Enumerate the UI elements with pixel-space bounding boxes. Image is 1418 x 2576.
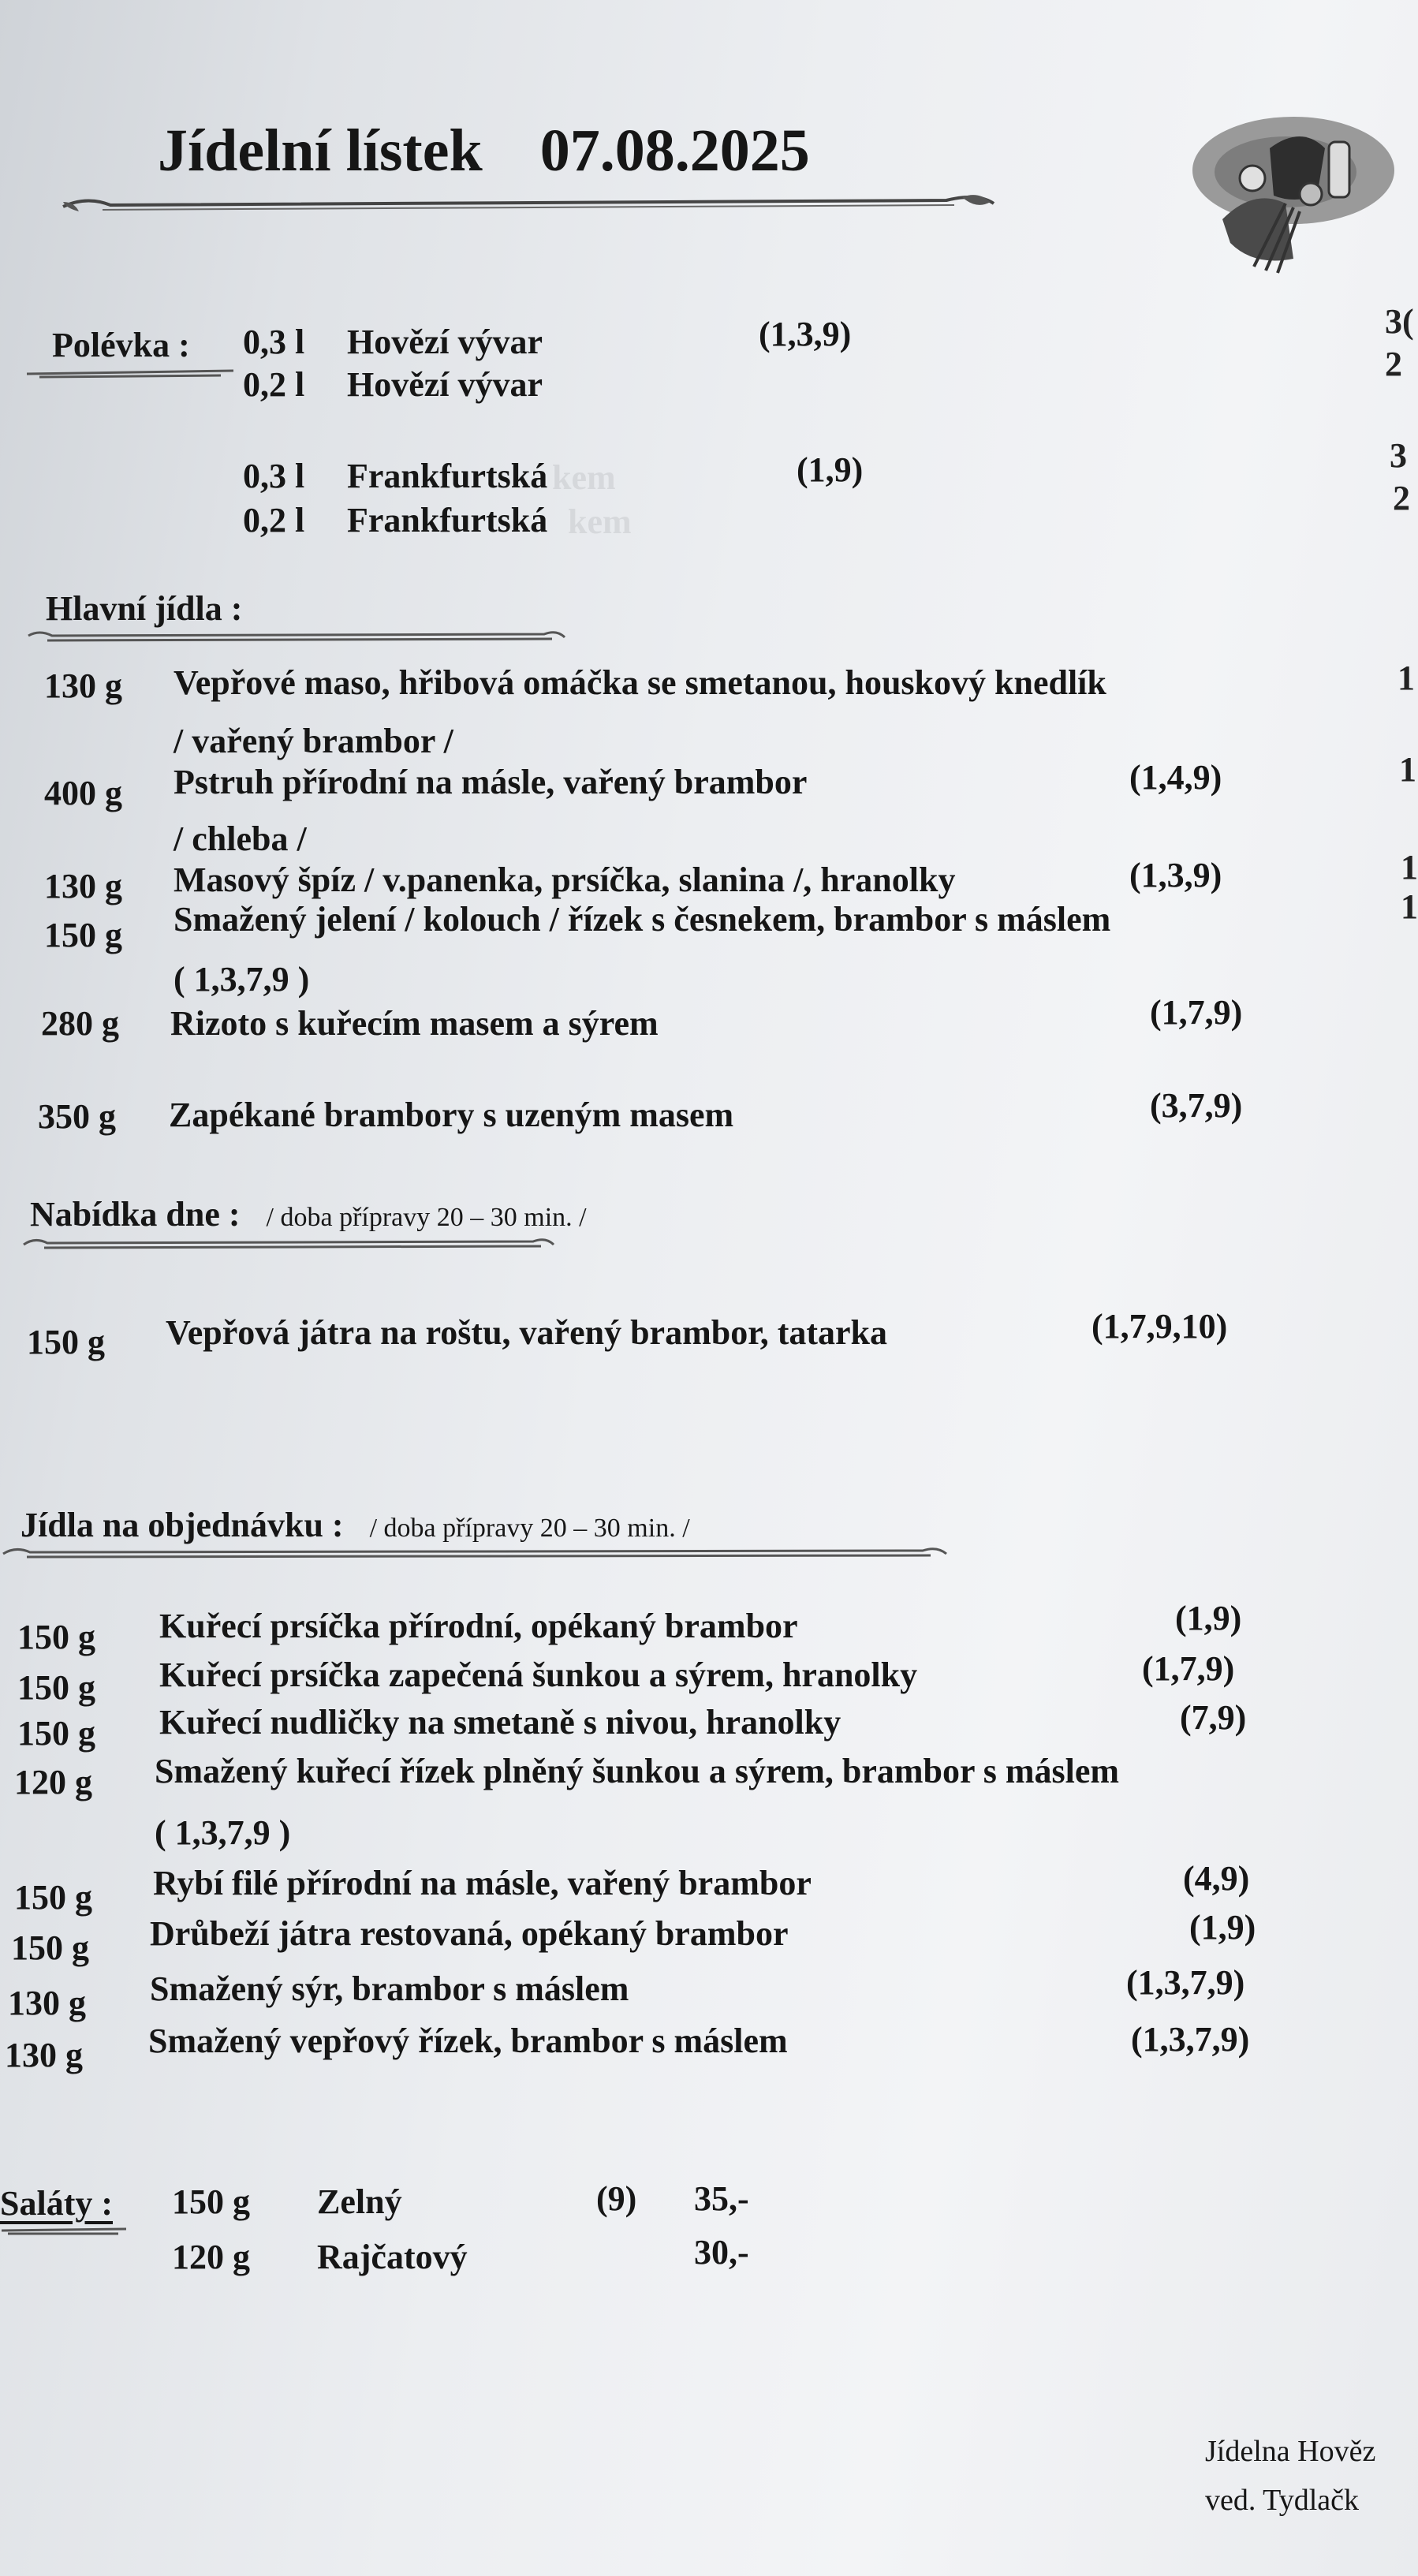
salad-weight: 120 g	[172, 2238, 250, 2276]
main-weight: 150 g	[44, 916, 122, 954]
daily-weight: 150 g	[27, 1323, 105, 1361]
footer-line2: ved. Tydlačk	[1205, 2484, 1360, 2517]
soup-name: Hovězí vývar	[347, 323, 543, 361]
order-label-text: Jídla na objednávku :	[21, 1506, 344, 1544]
order-label	[21, 1505, 690, 1545]
soup-price: 3	[1390, 436, 1407, 475]
daily-note: / doba přípravy 20 – 30 min. /	[266, 1203, 587, 1232]
main-allergens: (1,3,9)	[1129, 856, 1222, 894]
order-allergens: (1,3,7,9)	[1131, 2020, 1250, 2059]
main-name: Pstruh přírodní na másle, vařený brambor	[174, 763, 808, 801]
title-date: 07.08.2025	[539, 118, 810, 184]
order-allergens: (7,9)	[1180, 1698, 1247, 1737]
page-title	[158, 117, 810, 185]
order-allergens: (1,3,7,9)	[1126, 1963, 1245, 2002]
order-weight: 150 g	[14, 1878, 92, 1917]
main-weight: 400 g	[44, 774, 122, 812]
salad-name: Rajčatový	[317, 2238, 468, 2276]
salad-price: 35,-	[694, 2179, 749, 2218]
soup-name: Frankfurtská	[347, 457, 548, 495]
bleed-through-text: kem	[552, 458, 616, 497]
main-name: Vepřové maso, hřibová omáčka se smetanou, houskový knedlík	[174, 663, 1106, 702]
soup-qty: 0,3 l	[243, 457, 305, 495]
footer-line1: Jídelna Hověz	[1205, 2435, 1376, 2468]
food-basket-illustration-icon	[1167, 101, 1396, 282]
order-weight: 120 g	[14, 1763, 92, 1801]
order-name: Kuřecí prsíčka zapečená šunkou a sýrem, hranolky	[159, 1656, 918, 1694]
main-price: 1	[1397, 659, 1415, 697]
soup-name: Frankfurtská	[347, 501, 548, 539]
soups-divider-icon	[24, 364, 237, 382]
daily-allergens: (1,7,9,10)	[1091, 1307, 1228, 1346]
main-weight: 280 g	[41, 1004, 119, 1043]
title-label: Jídelní lístek	[158, 118, 483, 184]
order-weight: 150 g	[17, 1618, 95, 1656]
order-name-line2: ( 1,3,7,9 )	[155, 1813, 291, 1852]
salad-weight: 150 g	[172, 2182, 250, 2221]
soup-qty: 0,2 l	[243, 365, 305, 404]
order-name: Drůbeží játra restovaná, opékaný brambor	[150, 1914, 789, 1953]
main-name-line2: ( 1,3,7,9 )	[174, 960, 310, 999]
daily-label-text: Nabídka dne :	[30, 1195, 241, 1234]
soup-price: 2	[1385, 345, 1402, 383]
main-allergens: (3,7,9)	[1150, 1086, 1243, 1125]
salads-label: Saláty :	[0, 2184, 113, 2223]
order-allergens: (1,9)	[1189, 1908, 1256, 1947]
soup-row	[243, 322, 543, 362]
order-divider-icon	[0, 1544, 950, 1562]
daily-divider-icon	[21, 1235, 557, 1253]
main-name-line2: / vařený brambor /	[174, 722, 453, 760]
order-weight: 150 g	[11, 1928, 89, 1967]
order-name: Smažený vepřový řízek, brambor s máslem	[148, 2022, 788, 2060]
order-name: Rybí filé přírodní na másle, vařený brambor	[153, 1864, 812, 1902]
daily-label	[30, 1194, 587, 1234]
main-price: 1	[1401, 848, 1418, 887]
main-label: Hlavní jídla :	[46, 589, 243, 628]
main-name: Smažený jelení / kolouch / řízek s česnekem, brambor s máslem	[174, 900, 1111, 939]
main-weight: 130 g	[44, 867, 122, 905]
salads-divider-icon	[0, 2226, 131, 2237]
order-name: Smažený kuřecí řízek plněný šunkou a sýrem, brambor s máslem	[155, 1752, 1120, 1790]
order-allergens: (1,9)	[1175, 1599, 1242, 1637]
main-divider-icon	[24, 628, 568, 645]
order-name: Kuřecí nudličky na smetaně s nivou, hranolky	[159, 1703, 841, 1742]
soup-row	[243, 500, 548, 540]
main-weight: 350 g	[38, 1097, 116, 1136]
soup-row	[243, 456, 548, 496]
salad-name: Zelný	[317, 2182, 402, 2221]
order-weight: 150 g	[17, 1668, 95, 1707]
order-note: / doba přípravy 20 – 30 min. /	[369, 1514, 690, 1543]
bleed-through-text: kem	[568, 502, 632, 541]
order-weight: 130 g	[8, 1984, 86, 2022]
main-name: Zapékané brambory s uzeným masem	[169, 1096, 734, 1134]
order-weight: 130 g	[5, 2036, 83, 2074]
order-name: Kuřecí prsíčka přírodní, opékaný brambor	[159, 1607, 798, 1645]
order-allergens: (1,7,9)	[1142, 1649, 1235, 1688]
main-weight: 130 g	[44, 666, 122, 705]
soup-price: 2	[1393, 479, 1410, 517]
soup-row	[243, 364, 543, 405]
order-weight: 150 g	[17, 1714, 95, 1753]
soup-qty: 0,2 l	[243, 501, 305, 539]
main-price: 1	[1399, 750, 1416, 789]
main-name-line2: / chleba /	[174, 819, 307, 858]
main-allergens: (1,7,9)	[1150, 993, 1243, 1032]
soups-label: Polévka :	[52, 326, 190, 364]
main-allergens: (1,4,9)	[1129, 758, 1222, 797]
soup-allergens: (1,3,9)	[759, 315, 852, 353]
main-name: Masový špíz / v.panenka, prsíčka, slanina /, hranolky	[174, 861, 956, 899]
soup-allergens: (1,9)	[797, 450, 864, 489]
order-allergens: (4,9)	[1183, 1859, 1250, 1898]
soup-price: 3(	[1385, 302, 1414, 341]
order-name: Smažený sýr, brambor s máslem	[150, 1969, 629, 2008]
main-name: Rizoto s kuřecím masem a sýrem	[170, 1004, 659, 1043]
salad-allergens: (9)	[596, 2179, 637, 2218]
soup-name: Hovězí vývar	[347, 365, 543, 404]
soup-qty: 0,3 l	[243, 323, 305, 361]
daily-name: Vepřová játra na roštu, vařený brambor, tatarka	[166, 1313, 887, 1352]
main-price: 1	[1401, 887, 1418, 926]
salad-price: 30,-	[694, 2233, 749, 2272]
title-divider-icon	[55, 189, 1002, 216]
